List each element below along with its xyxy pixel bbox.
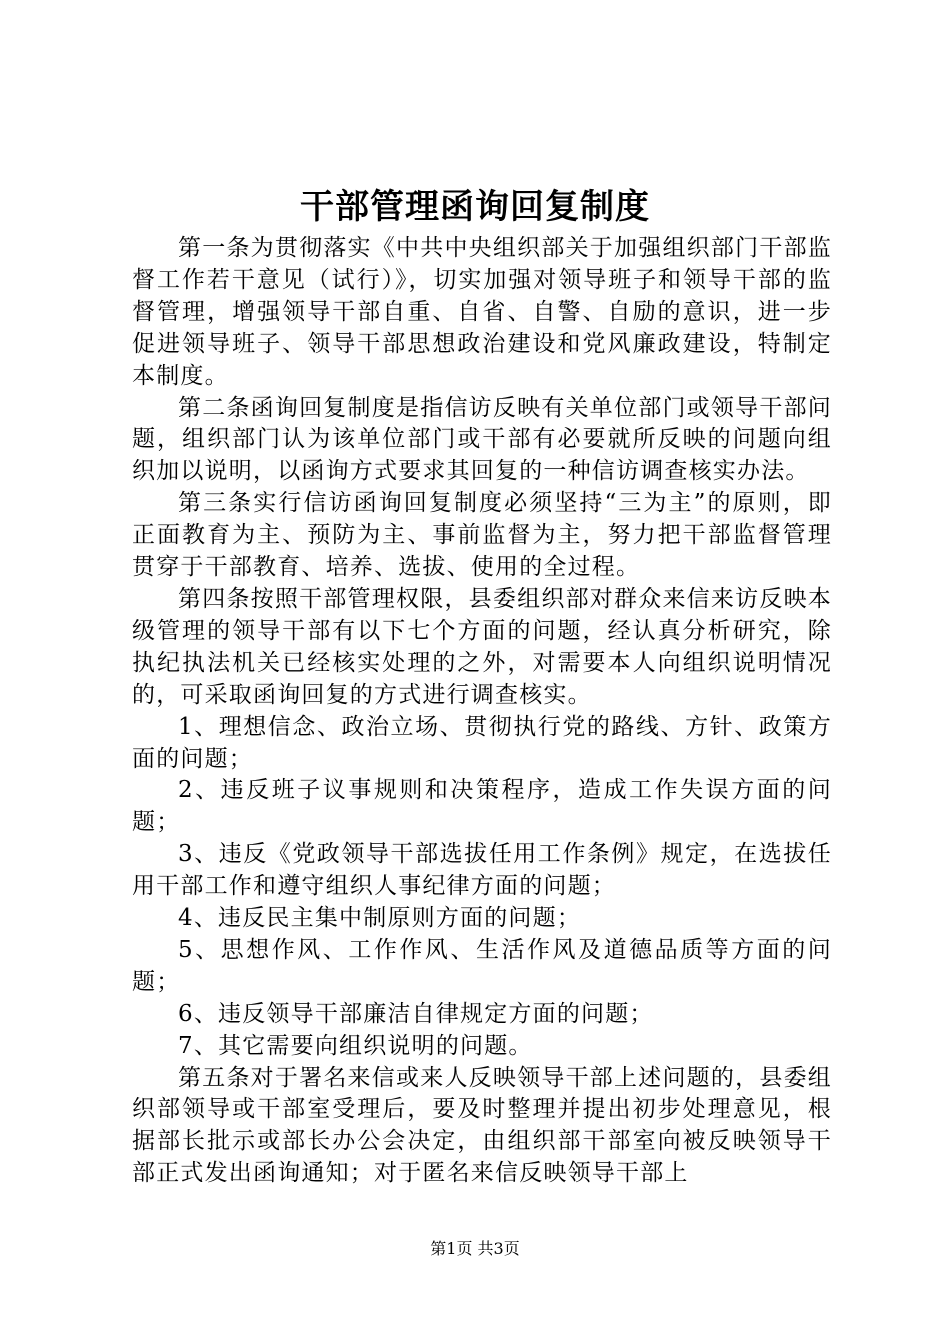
list-item-7: 7、其它需要向组织说明的问题。 <box>178 1032 533 1059</box>
list-item-1: 1、理想信念、政治立场、贯彻执行党的路线、方针、政策方面的问题； <box>132 713 832 772</box>
list-item-4: 4、违反民主集中制原则方面的问题； <box>178 905 582 932</box>
list-item-5: 5、思想作风、工作作风、生活作风及道德品质等方面的问题； <box>132 936 832 995</box>
article-1-paragraph: 第一条为贯彻落实《中共中央组织部关于加强组织部门干部监督工作若干意见（试行）》，切实加强对领导班子和领导干部的监督管理，增强领导干部自重、自省、自警、自励的意识，进一步促进领导班子、领导干部思想政治建设和党风廉政建设，特制定本制度。 <box>132 235 832 389</box>
list-item-3: 3、违反《党政领导干部选拔任用工作条例》规定，在选拔任用干部工作和遵守组织人事纪律方面的问题； <box>132 841 832 900</box>
document-title: 干部管理函询回复制度 <box>300 187 650 227</box>
page-number-footer: 第1页 共3页 <box>430 1239 520 1258</box>
article-5-paragraph: 第五条对于署名来信或来人反映领导干部上述问题的，县委组织部领导或干部室受理后，要及时整理并提出初步处理意见，根据部长批示或部长办公会决定，由组织部干部室向被反映领导干部正式发出函询通知；对于匿名来信反映领导干部上 <box>132 1064 832 1187</box>
list-item-6: 6、违反领导干部廉洁自律规定方面的问题； <box>178 1000 654 1027</box>
document-body <box>132 233 832 1190</box>
article-3-paragraph: 第三条实行信访函询回复制度必须坚持“三为主”的原则，即正面教育为主、预防为主、事前监督为主，努力把干部监督管理贯穿于干部教育、培养、选拔、使用的全过程。 <box>132 490 832 581</box>
article-2-paragraph: 第二条函询回复制度是指信访反映有关单位部门或领导干部问题，组织部门认为该单位部门或干部有必要就所反映的问题向组织加以说明，以函询方式要求其回复的一种信访调查核实办法。 <box>132 394 832 485</box>
article-4-paragraph: 第四条按照干部管理权限，县委组织部对群众来信来访反映本级管理的领导干部有以下七个方面的问题，经认真分析研究，除执纪执法机关已经核实处理的之外，对需要本人向组织说明情况的，可采取函询回复的方式进行调查核实。 <box>132 585 832 708</box>
list-item-2: 2、违反班子议事规则和决策程序，造成工作失误方面的问题； <box>132 777 832 836</box>
